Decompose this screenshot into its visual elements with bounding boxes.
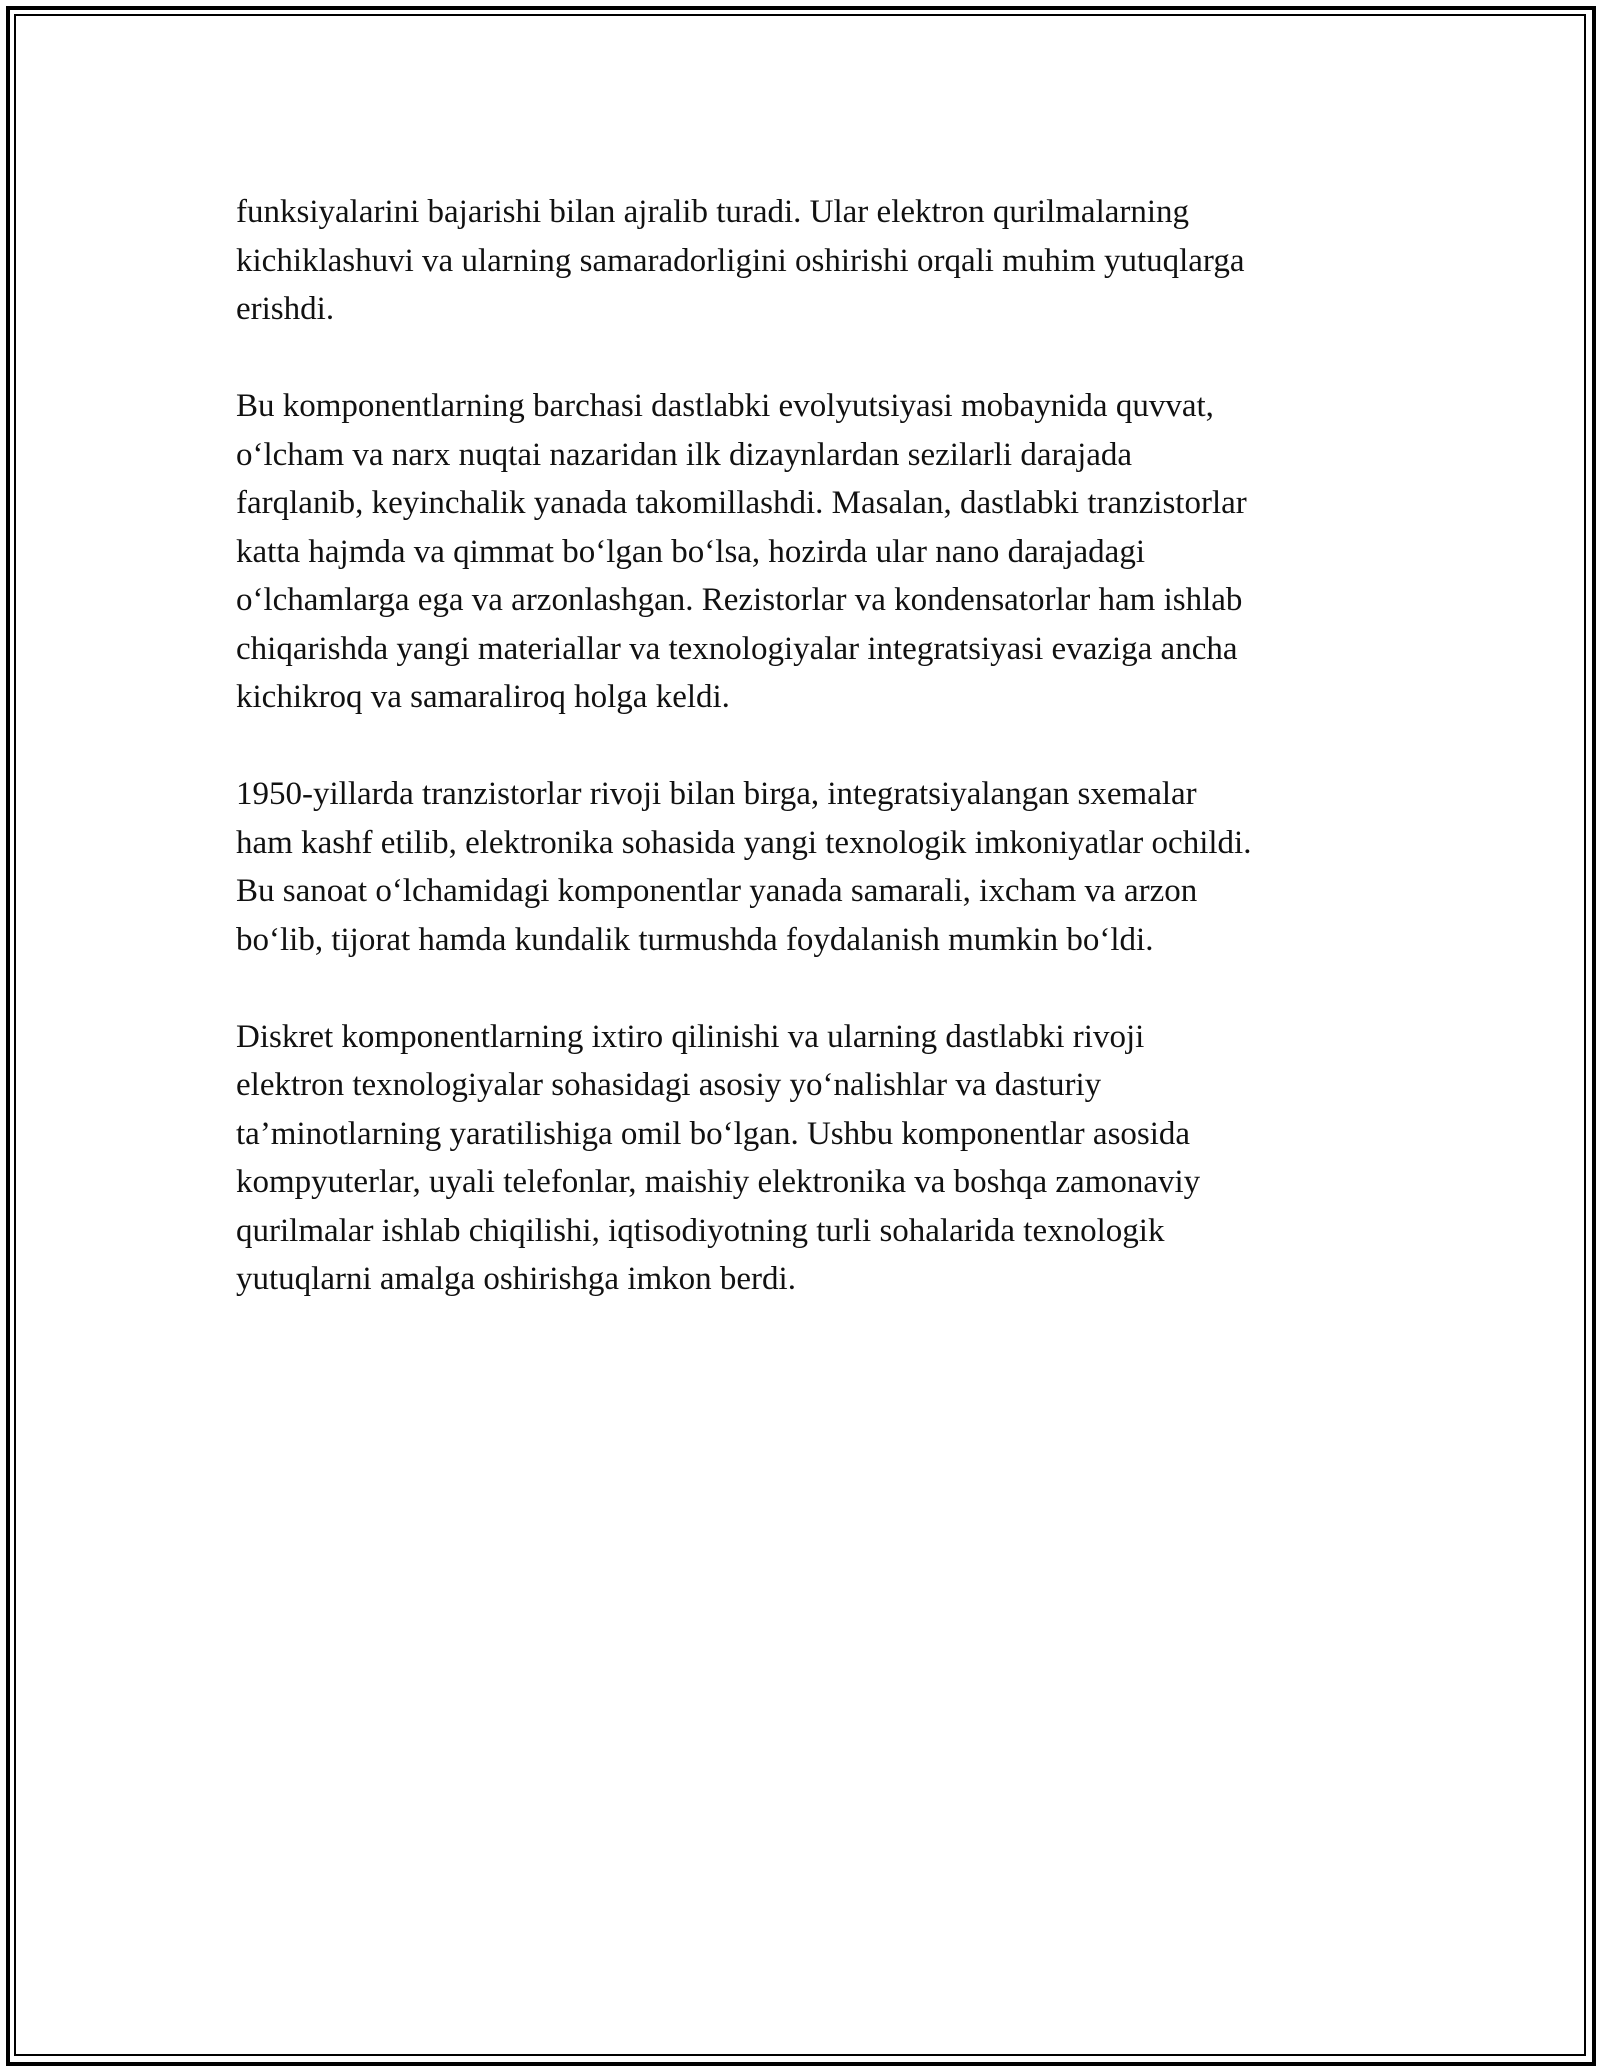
paragraph-3: 1950-yillarda tranzistorlar rivoji bilan birga, integratsiyalangan sxemalar ham kashf etilib, elektronika sohasida yangi texnologik imkoniyatlar ochildi. Bu sanoat o‘lchamidagi komponentlar yanada samarali, ixcham va arzon bo‘lib, tijorat hamda kundalik turmushda foydalanish mumkin bo‘ldi. — [236, 776, 1252, 958]
document-body — [236, 188, 1366, 1352]
paragraph-2: Bu komponentlarning barchasi dastlabki evolyutsiyasi mobaynida quvvat, o‘lcham va narx nuqtai nazaridan ilk dizaynlardan sezilarli darajada farqlanib, keyinchalik yanada takomillashdi. Masalan, dastlabki tranzistorlar katta hajmda va qimmat bo‘lgan bo‘lsa, hozirda ular nano darajadagi o‘lchamlarga ega va arzonlashgan. Rezistorlar va kondensatorlar ham ishlab chiqarishda yangi materiallar va texnologiyalar integratsiyasi evaziga ancha kichikroq va samaraliroq holga keldi. — [236, 388, 1247, 715]
paragraph-1: funksiyalarini bajarishi bilan ajralib turadi. Ular elektron qurilmalarning kichiklashuvi va ularning samaradorligini oshirishi orqali muhim yutuqlarga erishdi. — [236, 194, 1245, 327]
paragraph-4: Diskret komponentlarning ixtiro qilinishi va ularning dastlabki rivoji elektron texnologiyalar sohasidagi asosiy yo‘nalishlar va dasturiy ta’minotlarning yaratilishiga omil bo‘lgan. Ushbu komponentlar asosida kompyuterlar, uyali telefonlar, maishiy elektronika va boshqa zamonaviy qurilmalar ishlab chiqilishi, iqtisodiyotning turli sohalarida texnologik yutuqlarni amalga oshirishga imkon berdi. — [236, 1018, 1201, 1297]
